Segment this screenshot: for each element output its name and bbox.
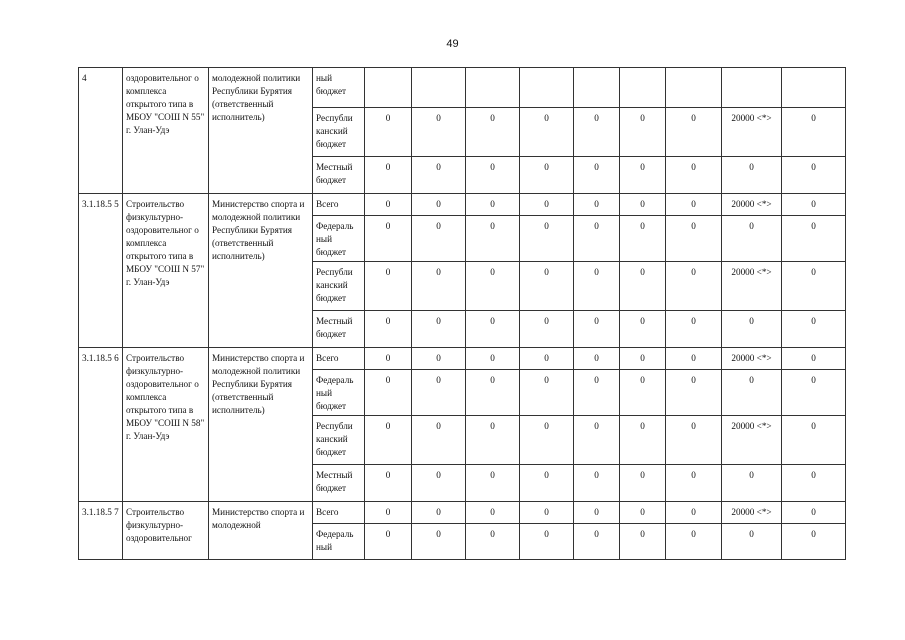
page-number: 49: [446, 38, 459, 50]
value-cell: 0: [520, 262, 574, 311]
value-cell: 20000 <*>: [722, 262, 782, 311]
funding-source-cell: Республи канский бюджет: [313, 416, 365, 465]
value-cell: 0: [520, 416, 574, 465]
funding-source-cell: Местный бюджет: [313, 465, 365, 502]
value-cell: 0: [412, 370, 466, 416]
value-cell: 0: [620, 157, 666, 194]
funding-source-cell: Всего: [313, 194, 365, 216]
value-cell: 0: [722, 370, 782, 416]
row-code-cell: 4: [79, 68, 123, 194]
value-cell: 0: [620, 465, 666, 502]
value-cell: 0: [365, 108, 412, 157]
value-cell: 0: [666, 108, 722, 157]
value-cell: 0: [722, 465, 782, 502]
value-cell: [666, 68, 722, 108]
value-cell: 0: [412, 311, 466, 348]
value-cell: 0: [412, 262, 466, 311]
table-row: [79, 68, 846, 108]
funding-source-cell: Федераль ный бюджет: [313, 370, 365, 416]
value-cell: 0: [520, 502, 574, 524]
value-cell: 0: [722, 157, 782, 194]
value-cell: 0: [466, 194, 520, 216]
value-cell: 0: [782, 311, 846, 348]
value-cell: 0: [365, 370, 412, 416]
value-cell: 0: [782, 262, 846, 311]
value-cell: 0: [620, 416, 666, 465]
value-cell: 0: [520, 216, 574, 262]
value-cell: [722, 68, 782, 108]
value-cell: 0: [782, 502, 846, 524]
value-cell: 0: [620, 194, 666, 216]
value-cell: 0: [620, 311, 666, 348]
value-cell: 0: [365, 194, 412, 216]
value-cell: 0: [574, 465, 620, 502]
value-cell: 0: [620, 262, 666, 311]
value-cell: 20000 <*>: [722, 502, 782, 524]
funding-source-cell: Республи канский бюджет: [313, 262, 365, 311]
value-cell: 0: [574, 348, 620, 370]
value-cell: 0: [722, 524, 782, 560]
value-cell: 0: [365, 502, 412, 524]
value-cell: 0: [782, 216, 846, 262]
row-code-cell: 3.1.18.5 6: [79, 348, 123, 502]
value-cell: 0: [722, 216, 782, 262]
value-cell: 0: [666, 465, 722, 502]
value-cell: 0: [365, 524, 412, 560]
value-cell: 0: [666, 348, 722, 370]
value-cell: [574, 68, 620, 108]
value-cell: 0: [466, 502, 520, 524]
executor-cell: Министерство спорта и молодежной политики Республики Бурятия (ответственный исполнитель): [209, 194, 313, 348]
value-cell: 0: [412, 108, 466, 157]
executor-cell: молодежной политики Республики Бурятия (ответственный исполнитель): [209, 68, 313, 194]
value-cell: 0: [466, 108, 520, 157]
value-cell: 0: [620, 216, 666, 262]
value-cell: 0: [466, 348, 520, 370]
value-cell: [412, 68, 466, 108]
funding-source-cell: Федераль ный: [313, 524, 365, 560]
table-row: [79, 194, 846, 216]
value-cell: 0: [666, 311, 722, 348]
value-cell: 0: [574, 262, 620, 311]
value-cell: 0: [466, 370, 520, 416]
value-cell: 0: [412, 416, 466, 465]
measure-name-cell: Строительство физкультурно-оздоровительног: [123, 502, 209, 560]
value-cell: 0: [520, 157, 574, 194]
value-cell: [620, 68, 666, 108]
value-cell: 0: [412, 502, 466, 524]
value-cell: 0: [782, 370, 846, 416]
funding-source-cell: ный бюджет: [313, 68, 365, 108]
value-cell: 0: [574, 502, 620, 524]
value-cell: 0: [365, 262, 412, 311]
value-cell: 0: [620, 502, 666, 524]
value-cell: 0: [365, 465, 412, 502]
value-cell: 0: [520, 194, 574, 216]
value-cell: 0: [574, 157, 620, 194]
value-cell: 20000 <*>: [722, 194, 782, 216]
value-cell: 0: [782, 465, 846, 502]
funding-source-cell: Федераль ный бюджет: [313, 216, 365, 262]
table-row: [79, 502, 846, 524]
value-cell: 0: [574, 216, 620, 262]
value-cell: 0: [574, 524, 620, 560]
value-cell: 0: [666, 194, 722, 216]
value-cell: [466, 68, 520, 108]
value-cell: 0: [574, 194, 620, 216]
value-cell: 0: [466, 465, 520, 502]
value-cell: 0: [412, 157, 466, 194]
value-cell: 0: [365, 416, 412, 465]
funding-source-cell: Республи канский бюджет: [313, 108, 365, 157]
value-cell: 0: [666, 157, 722, 194]
value-cell: 0: [782, 108, 846, 157]
value-cell: 0: [782, 194, 846, 216]
executor-cell: Министерство спорта и молодежной политики Республики Бурятия (ответственный исполнитель): [209, 348, 313, 502]
value-cell: 0: [365, 348, 412, 370]
value-cell: 0: [574, 370, 620, 416]
value-cell: 20000 <*>: [722, 348, 782, 370]
value-cell: 0: [466, 524, 520, 560]
row-code-cell: 3.1.18.5 7: [79, 502, 123, 560]
value-cell: 0: [620, 108, 666, 157]
value-cell: 20000 <*>: [722, 416, 782, 465]
value-cell: 0: [782, 348, 846, 370]
value-cell: [782, 68, 846, 108]
funding-source-cell: Всего: [313, 348, 365, 370]
value-cell: 0: [365, 311, 412, 348]
value-cell: 0: [520, 108, 574, 157]
value-cell: 0: [412, 348, 466, 370]
value-cell: 0: [466, 416, 520, 465]
value-cell: 0: [412, 216, 466, 262]
funding-source-cell: Всего: [313, 502, 365, 524]
value-cell: 0: [412, 194, 466, 216]
value-cell: 0: [520, 465, 574, 502]
value-cell: 0: [574, 311, 620, 348]
value-cell: 0: [574, 108, 620, 157]
value-cell: 0: [466, 311, 520, 348]
value-cell: 0: [666, 370, 722, 416]
value-cell: 0: [412, 465, 466, 502]
value-cell: 0: [520, 311, 574, 348]
table-row: [79, 348, 846, 370]
value-cell: 0: [365, 157, 412, 194]
measure-name-cell: Строительство физкультурно-оздоровительног о комплекса открытого типа в МБОУ "СОШ N 57" г. Улан-Удэ: [123, 194, 209, 348]
funding-source-cell: Местный бюджет: [313, 311, 365, 348]
value-cell: 0: [620, 370, 666, 416]
value-cell: 0: [520, 370, 574, 416]
value-cell: [365, 68, 412, 108]
budget-table: [78, 67, 846, 560]
row-code-cell: 3.1.18.5 5: [79, 194, 123, 348]
executor-cell: Министерство спорта и молодежной: [209, 502, 313, 560]
value-cell: 0: [722, 311, 782, 348]
funding-source-cell: Местный бюджет: [313, 157, 365, 194]
value-cell: 0: [466, 157, 520, 194]
value-cell: 0: [666, 502, 722, 524]
measure-name-cell: оздоровительног о комплекса открытого типа в МБОУ "СОШ N 55" г. Улан-Удэ: [123, 68, 209, 194]
value-cell: 0: [520, 524, 574, 560]
value-cell: 0: [466, 262, 520, 311]
value-cell: 0: [666, 216, 722, 262]
value-cell: 0: [412, 524, 466, 560]
value-cell: 0: [574, 416, 620, 465]
value-cell: [520, 68, 574, 108]
value-cell: 0: [666, 262, 722, 311]
value-cell: 0: [782, 416, 846, 465]
value-cell: 0: [365, 216, 412, 262]
value-cell: 0: [466, 216, 520, 262]
value-cell: 0: [666, 524, 722, 560]
value-cell: 0: [782, 524, 846, 560]
value-cell: 0: [620, 348, 666, 370]
value-cell: 0: [520, 348, 574, 370]
value-cell: 0: [782, 157, 846, 194]
value-cell: 0: [666, 416, 722, 465]
value-cell: 0: [620, 524, 666, 560]
measure-name-cell: Строительство физкультурно-оздоровительног о комплекса открытого типа в МБОУ "СОШ N 58" г. Улан-Удэ: [123, 348, 209, 502]
value-cell: 20000 <*>: [722, 108, 782, 157]
